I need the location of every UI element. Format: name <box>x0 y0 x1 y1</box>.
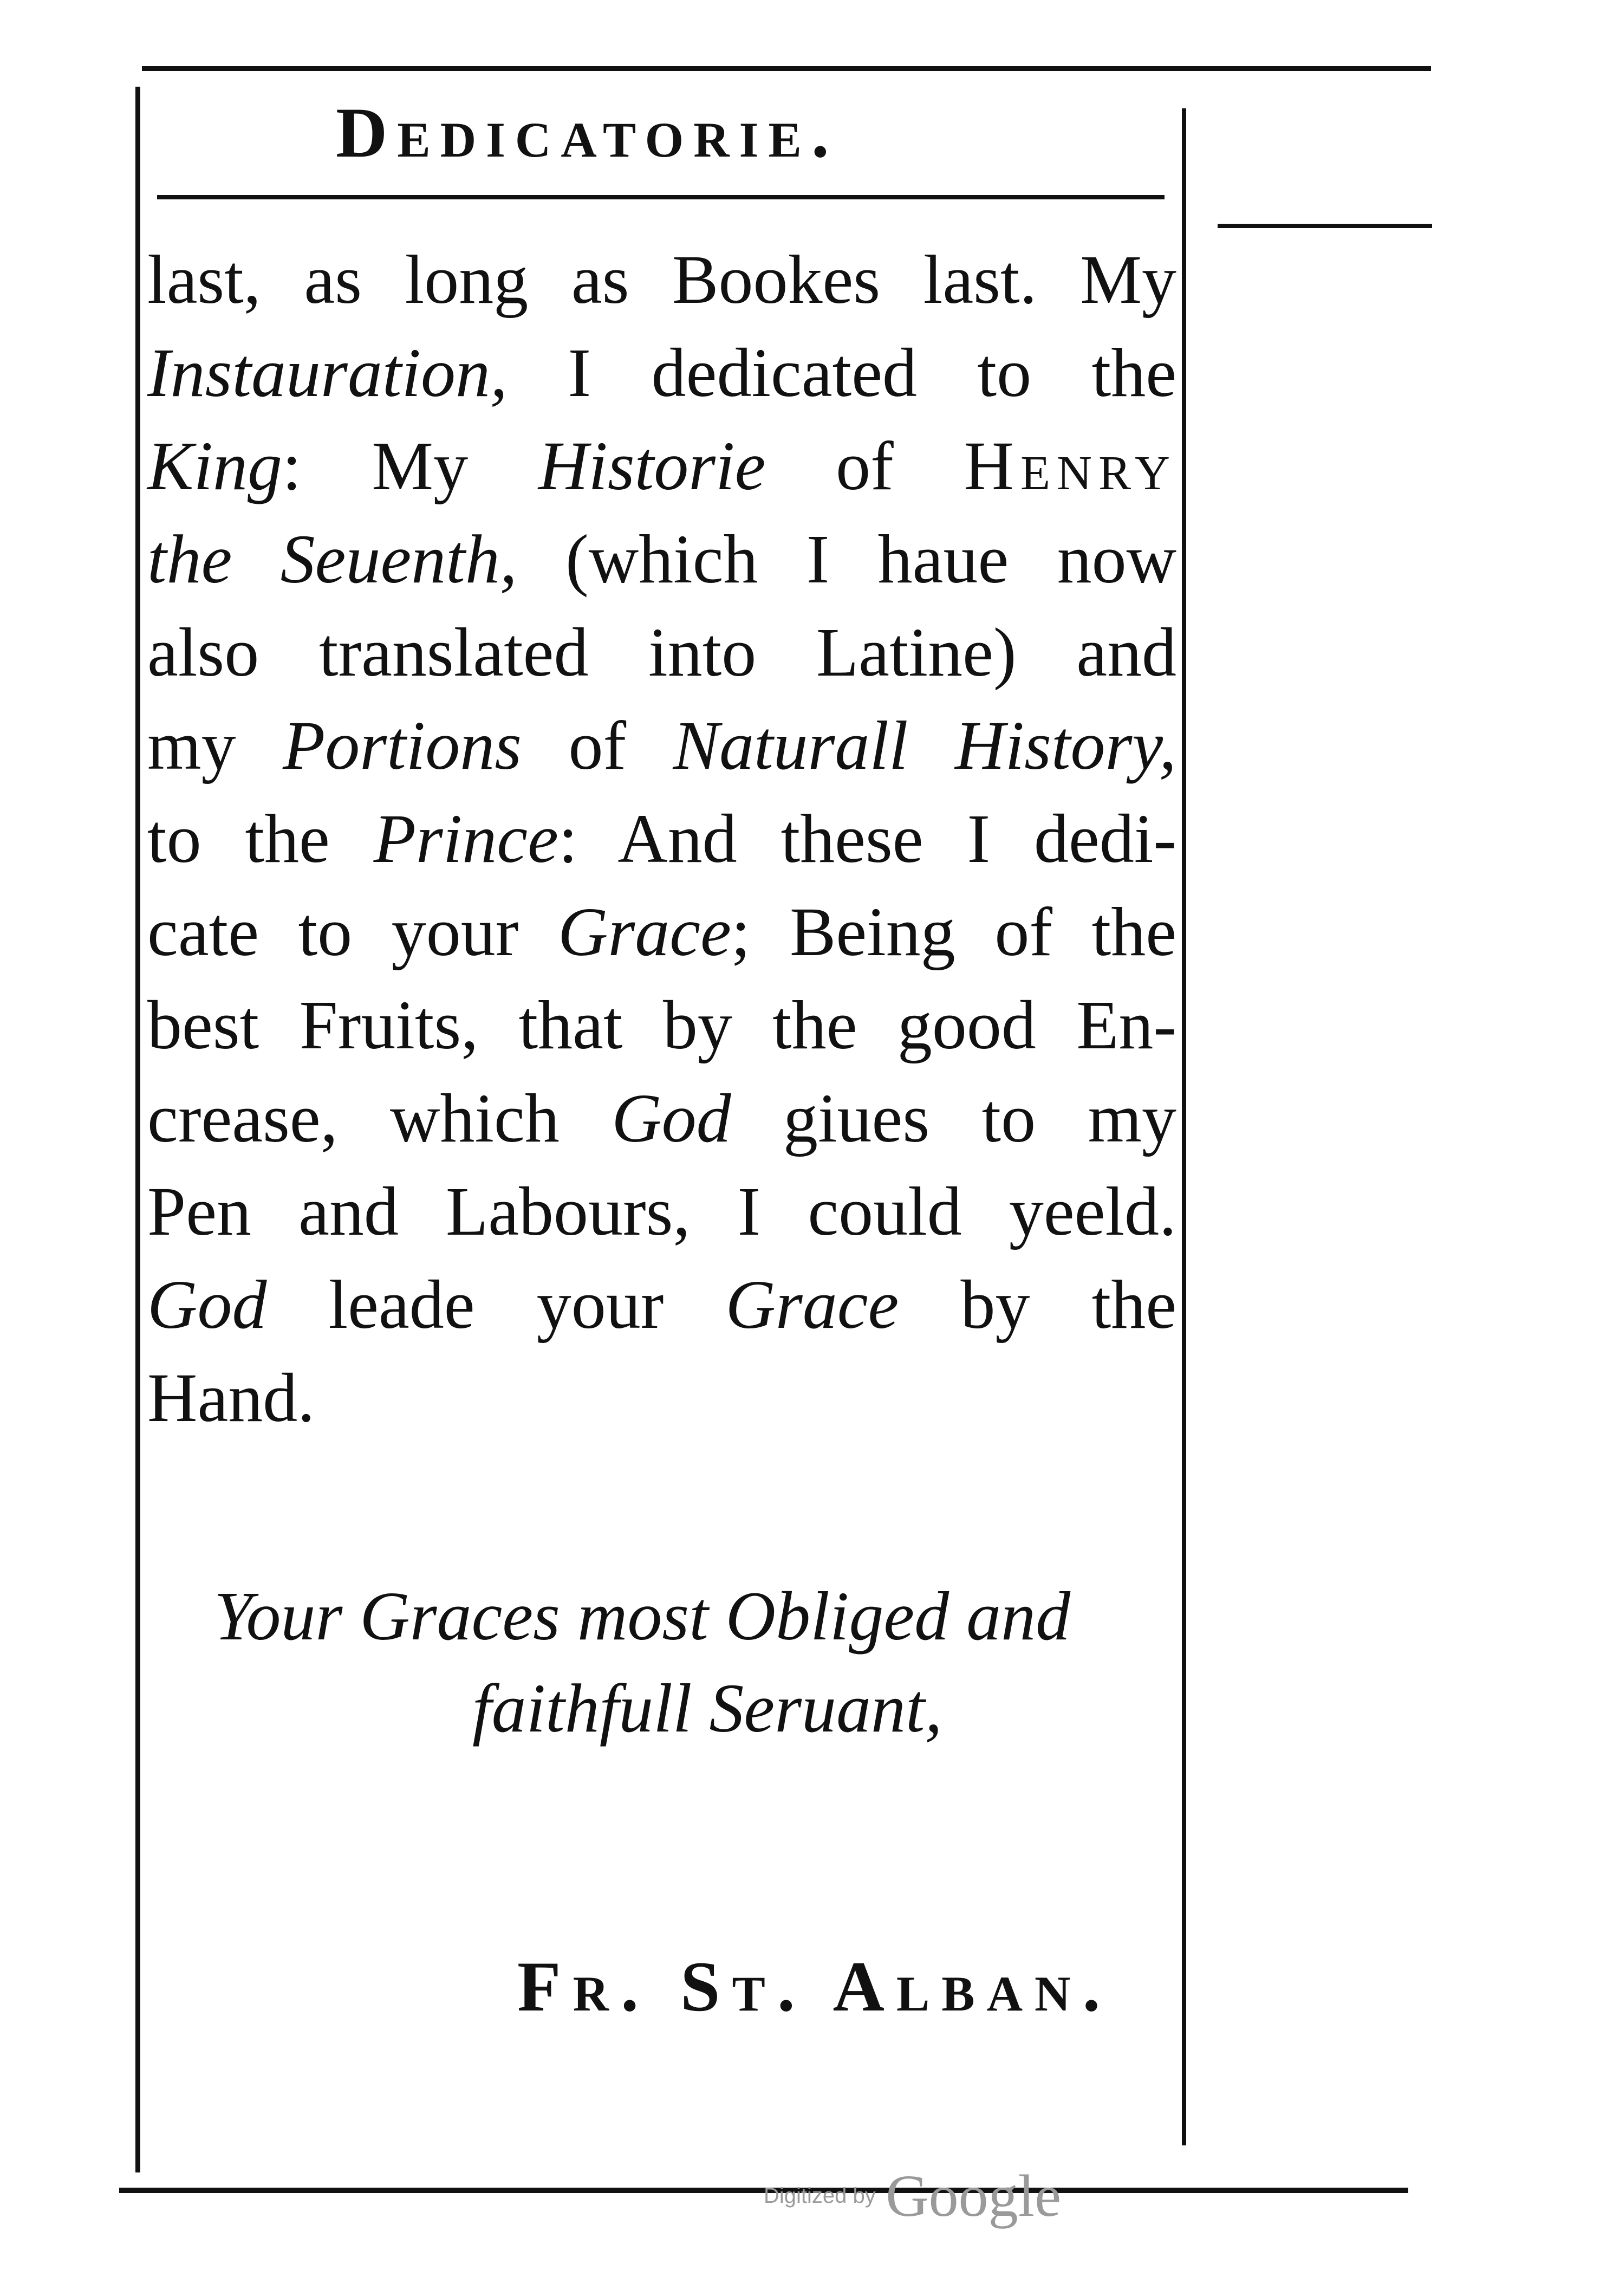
text-run: to the <box>147 800 374 877</box>
text-run: God <box>612 1080 731 1157</box>
text-run: Portions <box>283 707 522 784</box>
digitization-watermark <box>764 2162 1061 2230</box>
text-run: giues to my <box>731 1080 1177 1157</box>
text-run: Pen and Labours, I could yeeld. <box>147 1173 1176 1250</box>
margin-short-rule <box>1218 224 1432 228</box>
text-run: Prince <box>373 800 558 877</box>
text-run: : And these I dedi- <box>558 800 1177 877</box>
text-run: cate to your <box>147 893 558 970</box>
text-run: : My <box>282 427 538 504</box>
text-run: of <box>765 427 964 504</box>
text-run: crease, which <box>147 1080 612 1157</box>
text-line <box>147 606 1176 699</box>
closing-line-1: Your Graces most Obliged and <box>214 1578 1071 1655</box>
text-run: by the <box>899 1266 1177 1343</box>
text-line <box>147 978 1176 1072</box>
text-run: Instauration, <box>147 334 508 411</box>
margin-column-rule <box>1182 108 1186 2145</box>
text-run: I dedicated to the <box>507 334 1176 411</box>
text-line <box>147 419 1176 513</box>
dedication-body <box>147 233 1176 1444</box>
watermark-prefix: Digitized by <box>764 2184 876 2208</box>
closing-line-2: faithfull Seruant, <box>472 1670 942 1747</box>
text-line <box>147 233 1176 326</box>
text-run: Historie <box>538 427 766 504</box>
text-run: leade your <box>266 1266 726 1343</box>
left-frame-rule <box>135 87 140 2172</box>
text-line <box>147 792 1176 885</box>
text-line <box>147 1258 1176 1351</box>
signature: Fr. St. Alban. <box>517 1947 1113 2026</box>
text-line <box>147 699 1176 792</box>
text-run: Grace <box>558 893 731 970</box>
text-run: my <box>147 707 283 784</box>
text-line <box>147 885 1176 978</box>
text-run: best Fruits, that by the good En- <box>147 987 1176 1063</box>
text-run: Hand. <box>147 1359 315 1436</box>
text-line <box>147 1351 1176 1444</box>
top-frame-rule <box>142 66 1431 71</box>
text-line <box>147 1072 1176 1165</box>
text-line <box>147 1165 1176 1258</box>
text-run: last, as long as Bookes last. My <box>147 241 1176 318</box>
running-head: Dedicatorie. <box>336 93 839 172</box>
text-run: (which I haue now <box>517 521 1177 598</box>
text-run: Naturall History, <box>673 707 1176 784</box>
text-run: of <box>522 707 673 784</box>
text-run: also translated into Latine) and <box>147 614 1176 691</box>
text-run: ; Being of the <box>731 893 1176 970</box>
text-line <box>147 326 1176 419</box>
text-line <box>147 513 1176 606</box>
text-run: the Seuenth, <box>147 521 517 598</box>
running-head-rule <box>157 195 1165 199</box>
text-run: Henry <box>964 427 1176 504</box>
text-run: King <box>147 427 282 504</box>
text-run: God <box>147 1266 267 1343</box>
text-run: Grace <box>725 1266 899 1343</box>
watermark-brand: Google <box>886 2163 1062 2229</box>
